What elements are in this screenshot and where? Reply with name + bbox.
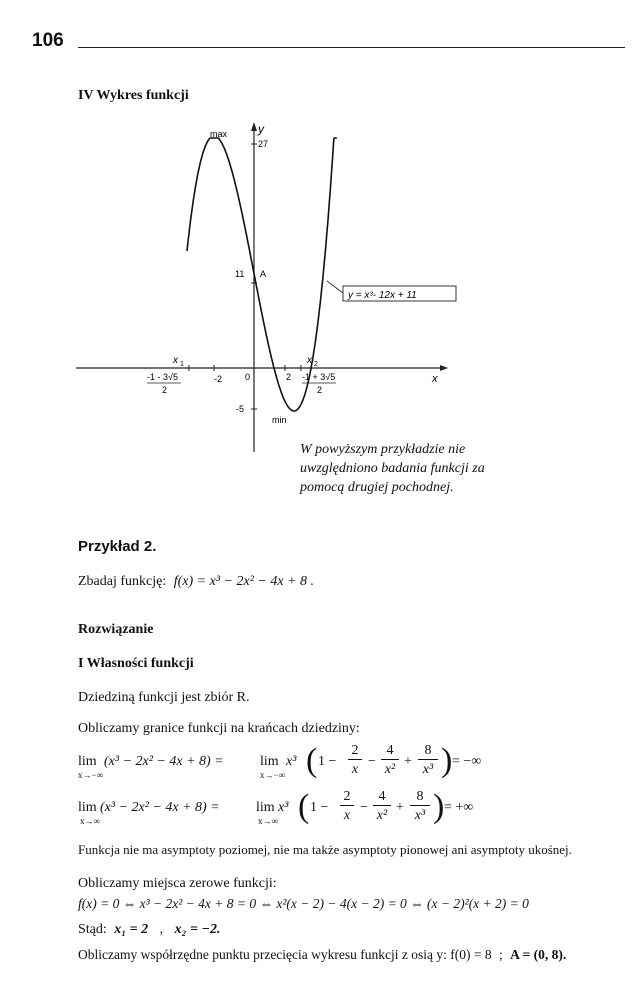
- asymptotes-text: Funkcja nie ma asymptoty poziomej, nie ma także asymptoty pionowej ani asymptoty ukośnej.: [78, 842, 572, 857]
- lim-2b: lim: [256, 800, 275, 815]
- x2-value-numerator: -1 + 3√5: [302, 372, 336, 382]
- x1-value-denominator: 2: [162, 385, 168, 395]
- factor-1: x³: [286, 754, 297, 769]
- x2-value-denominator: 2: [317, 385, 323, 395]
- graph-note: W powyższym przykładzie nie uwzględniono badania funkcji za pomocą drugiej pochodnej.: [300, 442, 485, 495]
- x1-value-numerator: -1 - 3√5: [147, 372, 178, 382]
- equation-pointer: [327, 281, 343, 293]
- lim-1b-under: x→−∞: [260, 770, 285, 780]
- section-properties: I Własności funkcji: [78, 656, 194, 671]
- section-graph-heading: IV Wykres funkcji: [78, 88, 189, 103]
- label-27: 27: [258, 139, 269, 149]
- root-x2: x₂ = −2.: [174, 922, 221, 937]
- domain-text: Dziedziną funkcji jest zbiór R.: [78, 690, 250, 705]
- lim-1: lim: [78, 754, 97, 769]
- zeros-formula: f(x) = 0 ⇔ x³ − 2x² − 4x + 8 = 0 ⇔ x²(x − 2) − 4(x − 2) = 0 ⇔ (x − 2)²(x + 2) = 0: [78, 896, 529, 911]
- zeros-intro: Obliczamy miejsca zerowe funkcji:: [78, 876, 277, 891]
- inner-one-2: 1 −: [310, 800, 329, 815]
- factor-2: x³: [278, 800, 289, 815]
- hence-label: Stąd:: [78, 922, 107, 937]
- equation-label: y = x³- 12x + 11: [348, 290, 417, 301]
- label-point-a: A: [260, 269, 267, 279]
- root-x1: x₁ = 2: [114, 922, 149, 937]
- point-a-result: A = (0, 8).: [510, 947, 567, 962]
- label-neg2: -2: [214, 374, 223, 384]
- inner-one-1: 1 −: [318, 754, 337, 769]
- solution-title: Rozwiązanie: [78, 622, 154, 637]
- y-axis-label: y: [258, 122, 264, 136]
- x1-subscript: 1: [180, 361, 184, 368]
- min-label: min: [272, 415, 287, 425]
- task-formula: f(x) = x³ − 2x² − 4x + 8 .: [173, 574, 315, 589]
- label-origin: 0: [245, 372, 251, 382]
- limit-2-result: = +∞: [444, 800, 474, 815]
- x1-label: x: [173, 355, 178, 366]
- lim-1b: lim: [260, 754, 279, 769]
- label-2: 2: [286, 372, 292, 382]
- lim-2b-under: x→∞: [258, 816, 278, 826]
- x2-subscript: 2: [314, 361, 318, 368]
- limit-2-expr: (x³ − 2x² − 4x + 8) =: [100, 800, 220, 815]
- max-label: max: [210, 129, 228, 139]
- label-neg5: -5: [236, 404, 245, 414]
- page-number: 106: [32, 30, 64, 51]
- x-axis-arrow: [440, 365, 448, 371]
- lim-2: lim: [78, 800, 97, 815]
- label-11: 11: [235, 269, 245, 279]
- limit-1-result: = −∞: [452, 754, 482, 769]
- task-text: Zbadaj funkcję:: [78, 574, 167, 589]
- x-axis-label: x: [432, 373, 438, 385]
- lim-2-under: x→∞: [80, 816, 100, 826]
- limits-intro: Obliczamy granice funkcji na krańcach dziedziny:: [78, 721, 360, 736]
- lim-1-under: x→−∞: [78, 770, 103, 780]
- intersection-text: Obliczamy współrzędne punktu przecięcia wykresu funkcji z osią y: f(0) = 8: [78, 947, 492, 962]
- example-title: Przykład 2.: [78, 538, 157, 555]
- x2-label: x: [307, 355, 312, 366]
- y-axis-arrow: [251, 122, 257, 131]
- limit-1-expr: (x³ − 2x² − 4x + 8) =: [104, 754, 224, 769]
